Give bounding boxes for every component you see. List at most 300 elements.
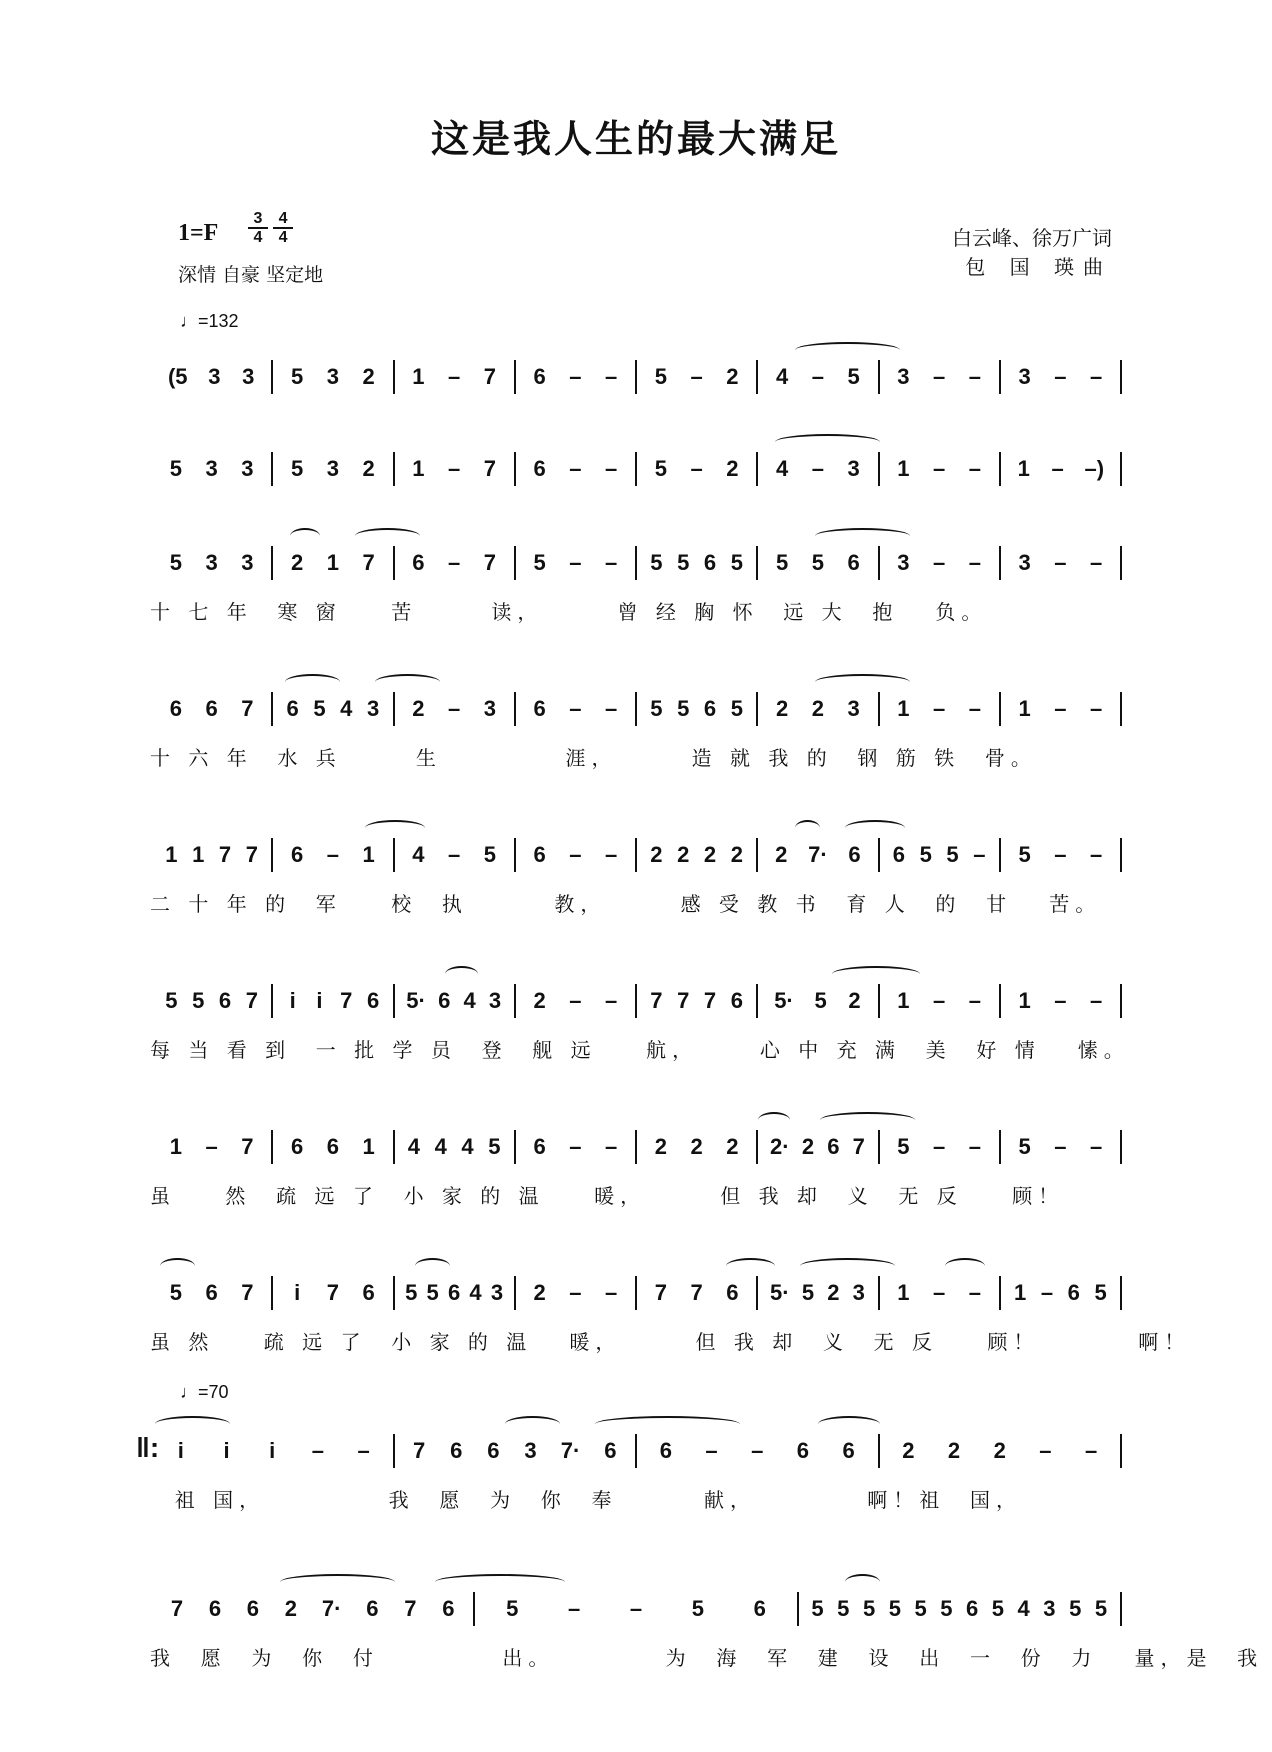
measure: [637, 1434, 880, 1468]
slur-mark: [845, 1574, 880, 1590]
measure: [1001, 452, 1122, 486]
extension-dash: –: [605, 842, 618, 867]
measure: [152, 360, 273, 394]
measure: [516, 1276, 637, 1310]
extension-dash: –: [448, 842, 461, 867]
note: 6: [218, 988, 232, 1013]
extension-dash: –: [968, 550, 981, 575]
note: 7: [245, 988, 258, 1013]
extension-dash: –: [567, 1596, 581, 1621]
measure: [273, 360, 394, 394]
extension-dash: –: [605, 364, 618, 389]
note: 2: [291, 550, 304, 575]
measure: [758, 1130, 879, 1164]
extension-dash: –: [605, 988, 618, 1013]
note: 7: [241, 696, 254, 721]
slur-mark: [285, 674, 340, 690]
note: 6: [291, 842, 304, 867]
staff-line: [150, 546, 1120, 624]
note: 5: [677, 696, 690, 721]
staff-line: [150, 360, 1120, 394]
note: 2: [947, 1438, 961, 1463]
note: 5: [488, 1134, 501, 1159]
note: 3: [205, 456, 218, 481]
note: –): [1084, 456, 1105, 481]
measure: [516, 838, 637, 872]
note: 7: [690, 1280, 703, 1305]
note-row: [150, 452, 1122, 486]
note: 5: [169, 456, 182, 481]
extension-dash: –: [933, 1134, 946, 1159]
note: 7: [412, 1438, 426, 1463]
note: 5·: [769, 1280, 790, 1305]
measure: [637, 452, 758, 486]
measure: [758, 692, 879, 726]
note: 3: [490, 1280, 504, 1305]
note: 1: [412, 456, 425, 481]
extension-dash: –: [448, 696, 461, 721]
measure: [273, 452, 394, 486]
measure: [880, 1130, 1001, 1164]
slur-mark: [815, 674, 910, 690]
note: 5: [946, 842, 959, 867]
note: 7·: [560, 1438, 581, 1463]
note: 5: [862, 1596, 876, 1621]
measure: [1001, 692, 1122, 726]
extension-dash: –: [690, 364, 703, 389]
note: 1: [1018, 988, 1031, 1013]
note: 6: [533, 696, 546, 721]
slur-mark: [758, 1112, 790, 1128]
note: 6: [326, 1134, 339, 1159]
note: 5: [940, 1596, 953, 1621]
note: 2: [827, 1280, 840, 1305]
extension-dash: –: [605, 696, 618, 721]
extension-dash: –: [569, 456, 582, 481]
note: i: [177, 1438, 184, 1463]
note: 7·: [321, 1596, 342, 1621]
note: 5: [837, 1596, 850, 1621]
measure: [516, 360, 637, 394]
measure: [395, 838, 516, 872]
time-signature-3-4: [248, 210, 268, 246]
measure: [475, 1592, 798, 1626]
measure: [799, 1592, 1122, 1626]
note: 2: [775, 842, 788, 867]
note: 6: [286, 696, 299, 721]
note: 3: [897, 550, 910, 575]
note: 6: [362, 1280, 375, 1305]
measure: [758, 984, 879, 1018]
note: 1: [897, 696, 910, 721]
extension-dash: –: [1054, 1134, 1067, 1159]
measure: [758, 452, 879, 486]
time-signatures: [248, 210, 293, 246]
note: 2: [730, 842, 743, 867]
note: 2: [726, 1134, 739, 1159]
note: 7: [483, 456, 496, 481]
note: 2: [811, 696, 824, 721]
note-row: [150, 984, 1122, 1018]
slur-mark: [795, 342, 900, 358]
note: 5: [1018, 1134, 1031, 1159]
note: 2: [362, 364, 375, 389]
extension-dash: –: [569, 364, 582, 389]
slur-mark: [280, 1574, 395, 1590]
note: 7: [340, 988, 353, 1013]
extension-dash: –: [205, 1134, 218, 1159]
note: 6: [842, 1438, 855, 1463]
note: 5: [533, 550, 546, 575]
extension-dash: –: [933, 696, 946, 721]
slur-mark: [355, 528, 420, 544]
note: 2: [993, 1438, 1006, 1463]
note: 6: [892, 842, 906, 867]
note: 5·: [774, 988, 794, 1013]
extension-dash: –: [968, 1134, 981, 1159]
note: 3: [241, 550, 254, 575]
time-sig-bottom: 4: [253, 229, 263, 246]
note: 4: [776, 364, 789, 389]
measure: [516, 546, 637, 580]
staff-line: [150, 1276, 1191, 1354]
measure: [637, 546, 758, 580]
extension-dash: –: [1051, 456, 1064, 481]
note: 5: [650, 550, 663, 575]
extension-dash: –: [968, 364, 981, 389]
measure: [1001, 984, 1122, 1018]
extension-dash: –: [569, 1134, 582, 1159]
slur-mark: [505, 1416, 560, 1432]
measure: [273, 692, 394, 726]
note: 4: [776, 456, 789, 481]
extension-dash: –: [569, 696, 582, 721]
note: 7: [852, 1134, 865, 1159]
note: 7: [677, 988, 690, 1013]
note: 5: [897, 1134, 910, 1159]
slur-mark: [945, 1258, 985, 1274]
extension-dash: –: [1090, 988, 1103, 1013]
note: 5: [730, 550, 743, 575]
note: 5·: [406, 988, 426, 1013]
note: 4: [407, 1134, 421, 1159]
note: i: [294, 1280, 301, 1305]
extension-dash: –: [1039, 1438, 1052, 1463]
extension-dash: –: [690, 456, 703, 481]
measure: [758, 360, 879, 394]
note: 3: [1018, 364, 1031, 389]
note: 7: [654, 1280, 667, 1305]
note: 3: [326, 364, 339, 389]
note: 5: [919, 842, 932, 867]
lyrics-line: 十 六 年 水 兵 生 涯， 造 就 我 的 钢 筋 铁 骨。: [150, 746, 1037, 770]
note: 6: [533, 364, 546, 389]
note: 7·: [808, 842, 828, 867]
measure: [395, 1130, 516, 1164]
measure: [637, 984, 758, 1018]
slur-mark: [815, 528, 910, 544]
measure: [880, 1434, 1123, 1468]
note: 7: [241, 1134, 254, 1159]
note: 2: [690, 1134, 703, 1159]
note: 7: [245, 842, 258, 867]
note: 6: [1067, 1280, 1080, 1305]
note: i: [316, 988, 323, 1013]
staff-line: [150, 692, 1120, 770]
note: 3: [241, 456, 254, 481]
extension-dash: –: [1054, 364, 1067, 389]
note: 6: [366, 1596, 379, 1621]
extension-dash: –: [751, 1438, 764, 1463]
extension-dash: –: [569, 550, 582, 575]
lyrics-line: 每 当 看 到 一 批 学 员 登 舰 远 航， 心 中 充 满 美 好 情 愫。: [150, 1038, 1130, 1062]
note: 5: [1094, 1596, 1108, 1621]
note: 2: [284, 1596, 298, 1621]
measure: [637, 1276, 758, 1310]
note: 3: [847, 456, 860, 481]
note: 6: [205, 1280, 218, 1305]
time-sig-bottom: 4: [278, 229, 288, 246]
note: 5: [313, 696, 326, 721]
note: 5: [650, 696, 663, 721]
measure: [152, 1434, 395, 1468]
measure: [1001, 1276, 1122, 1310]
slur-mark: [775, 434, 880, 450]
lyrics-line: 祖 国， 我 愿 为 你 奉 献， 啊！祖 国，: [150, 1488, 1022, 1512]
slur-mark: [595, 1416, 740, 1432]
lyrics-line: 虽 然 疏 远 了 小 家 的 温 暖， 但 我 却 义 无 反 顾！ 啊！: [150, 1330, 1191, 1354]
slur-mark: [726, 1258, 775, 1274]
key-signature: 1=F: [178, 220, 219, 246]
measure: [152, 546, 273, 580]
measure: [1001, 838, 1122, 872]
measure: [637, 838, 758, 872]
extension-dash: –: [1054, 550, 1067, 575]
note: 5: [291, 456, 304, 481]
note: 2: [412, 696, 425, 721]
tempo-marking: ♩=70: [180, 1382, 229, 1402]
extension-dash: –: [569, 988, 582, 1013]
measure: [880, 360, 1001, 394]
lyrics-line: 虽 然 疏 远 了 小 家 的 温 暖， 但 我 却 义 无 反 顾！: [150, 1184, 1065, 1208]
note: 6: [205, 696, 218, 721]
note: 6: [703, 550, 717, 575]
measure: [880, 692, 1001, 726]
extension-dash: –: [605, 456, 618, 481]
note: 6: [442, 1596, 455, 1621]
note: 6: [848, 842, 861, 867]
note: 7: [326, 1280, 339, 1305]
staff-line: [150, 838, 1120, 916]
note: 2: [776, 696, 789, 721]
slur-mark: [155, 1416, 230, 1432]
note: 5: [165, 988, 178, 1013]
measure: [1001, 360, 1122, 394]
measure: [273, 546, 394, 580]
note: 1: [326, 550, 339, 575]
note: 5: [677, 550, 690, 575]
note: 4: [1017, 1596, 1030, 1621]
note: 6: [796, 1438, 810, 1463]
note: 6: [966, 1596, 979, 1621]
note: 6: [533, 456, 546, 481]
extension-dash: –: [1090, 364, 1103, 389]
extension-dash: –: [968, 1280, 981, 1305]
extension-dash: –: [973, 842, 986, 867]
slur-mark: [800, 1258, 895, 1274]
time-sig-top: 4: [273, 210, 293, 229]
note: 1: [897, 988, 910, 1013]
extension-dash: –: [811, 364, 824, 389]
note: 6: [412, 550, 425, 575]
measure: [152, 838, 273, 872]
slur-mark: [818, 1416, 880, 1432]
extension-dash: –: [448, 550, 461, 575]
measure: [516, 452, 637, 486]
note: 5: [888, 1596, 901, 1621]
extension-dash: –: [1054, 842, 1067, 867]
extension-dash: –: [1090, 1134, 1103, 1159]
note: 2: [703, 842, 717, 867]
measure: [395, 984, 516, 1018]
note: 1: [165, 842, 178, 867]
note: 6: [533, 1134, 546, 1159]
measure: [637, 360, 758, 394]
note: 3: [1018, 550, 1031, 575]
repeat-start-sign: ‖:: [136, 1432, 160, 1463]
measure: [152, 1592, 475, 1626]
note: 6: [726, 1280, 739, 1305]
extension-dash: –: [968, 988, 981, 1013]
note: 1: [412, 364, 425, 389]
note: 2: [902, 1438, 915, 1463]
extension-dash: –: [1040, 1280, 1054, 1305]
measure: [395, 692, 516, 726]
note: 6: [208, 1596, 222, 1621]
note: 1: [169, 1134, 182, 1159]
note: 3: [524, 1438, 537, 1463]
extension-dash: –: [1090, 842, 1103, 867]
note: 1: [1017, 456, 1030, 481]
note: (5: [167, 364, 188, 389]
note: 5: [169, 550, 182, 575]
measure: [637, 692, 758, 726]
extension-dash: –: [326, 842, 339, 867]
note: 1: [897, 456, 910, 481]
note: 7: [362, 550, 375, 575]
note: i: [223, 1438, 230, 1463]
note-row: [150, 1592, 1122, 1626]
note-row: [150, 360, 1122, 394]
note: 3: [366, 696, 380, 721]
slur-mark: [290, 528, 320, 544]
extension-dash: –: [933, 988, 946, 1013]
note: 6: [659, 1438, 672, 1463]
measure: [1001, 1130, 1122, 1164]
note: 7: [241, 1280, 254, 1305]
note: 2: [362, 456, 375, 481]
extension-dash: –: [1090, 550, 1103, 575]
note: 4: [469, 1280, 482, 1305]
extension-dash: –: [811, 456, 824, 481]
extension-dash: –: [1054, 696, 1067, 721]
note: 6: [438, 988, 451, 1013]
extension-dash: –: [933, 550, 946, 575]
note: 3: [208, 364, 221, 389]
note: 1: [362, 842, 375, 867]
note: 5: [654, 364, 667, 389]
extension-dash: –: [968, 456, 981, 481]
slur-mark: [845, 820, 905, 836]
note: 2·: [769, 1134, 790, 1159]
staff-line: [150, 1130, 1120, 1208]
note: 1: [192, 842, 205, 867]
measure: [758, 546, 879, 580]
extension-dash: –: [933, 364, 946, 389]
measure: [152, 1130, 273, 1164]
measure: [273, 1130, 394, 1164]
measure: [152, 452, 273, 486]
song-title: 这是我人生的最大满足: [430, 116, 841, 161]
note: 7: [650, 988, 663, 1013]
measure: [880, 984, 1001, 1018]
measure: [1001, 546, 1122, 580]
lyrics-line: 我 愿 为 你 付 出。 为 海 军 建 设 出 一 份 力 量，是 我: [150, 1646, 1264, 1670]
extension-dash: –: [968, 696, 981, 721]
note: 5: [169, 1280, 182, 1305]
measure: [516, 1130, 637, 1164]
extension-dash: –: [705, 1438, 718, 1463]
note: 5: [1094, 1280, 1107, 1305]
note: 5: [811, 1596, 824, 1621]
note: 5: [914, 1596, 927, 1621]
note-row: [150, 1130, 1122, 1164]
measure: [395, 546, 516, 580]
note-row: [150, 1434, 1122, 1468]
note-row: [150, 692, 1122, 726]
note: 6: [533, 842, 546, 867]
note: 7: [703, 988, 717, 1013]
note: 2: [677, 842, 690, 867]
note: 6: [604, 1438, 617, 1463]
note: 3: [852, 1280, 865, 1305]
note: 6: [291, 1134, 304, 1159]
note: 5: [811, 550, 824, 575]
slur-mark: [365, 820, 425, 836]
note-row: [150, 546, 1122, 580]
tempo-marking: ♩=132: [180, 311, 239, 331]
note: 5: [291, 364, 304, 389]
slur-mark: [795, 820, 820, 836]
measure: [395, 452, 516, 486]
note: 2: [848, 988, 861, 1013]
lyricist-credit: 白云峰、徐万广词: [952, 226, 1112, 250]
extension-dash: –: [933, 1280, 946, 1305]
extension-dash: –: [605, 1280, 618, 1305]
note: 6: [246, 1596, 260, 1621]
extension-dash: –: [569, 1280, 582, 1305]
measure: [395, 1434, 638, 1468]
note: 1: [897, 1280, 910, 1305]
note: 1: [1014, 1280, 1027, 1305]
note: 4: [434, 1134, 447, 1159]
note: 1: [362, 1134, 375, 1159]
extension-dash: –: [933, 456, 946, 481]
note: 6: [753, 1596, 766, 1621]
measure: [152, 984, 273, 1018]
extension-dash: –: [311, 1438, 325, 1463]
note: 6: [847, 550, 860, 575]
